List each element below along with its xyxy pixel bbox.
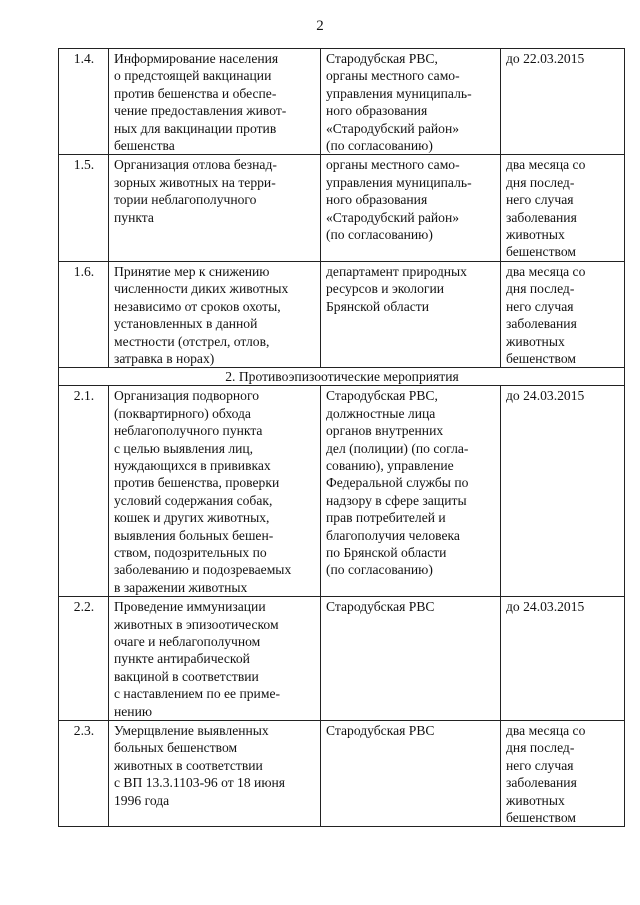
responsible-line: прав потребителей и [326, 510, 446, 526]
page-number: 2 [316, 18, 324, 34]
action-line: Принятие мер к снижению [114, 263, 270, 279]
section-header-row [59, 368, 625, 386]
deadline-cell [501, 155, 625, 261]
deadline-line: до 24.03.2015 [506, 388, 585, 404]
deadline-cell [501, 721, 625, 827]
responsible-line: (по согласованию) [326, 138, 433, 154]
deadline-line: него случая [506, 192, 574, 208]
responsible-line: должностные лица [326, 405, 436, 421]
responsible-line: органы местного само- [326, 157, 460, 173]
action-line: независимо от сроков охоты, [114, 298, 281, 314]
action-cell [109, 155, 321, 261]
responsible-line: ресурсов и экологии [326, 281, 445, 297]
responsible-line: Брянской области [326, 298, 429, 314]
item-number: 1.5. [59, 155, 109, 261]
table-row [59, 261, 625, 367]
action-line: установленных в данной [114, 316, 258, 332]
action-line: Информирование населения [114, 51, 279, 66]
responsible-cell [321, 386, 501, 597]
item-number: 2.1. [59, 386, 109, 597]
deadline-line: до 24.03.2015 [506, 599, 585, 615]
deadline-line: дня послед- [506, 740, 575, 756]
item-number: 1.4. [59, 49, 109, 155]
responsible-line: (по согласованию) [326, 562, 433, 578]
deadline-line: два месяца со [506, 723, 586, 739]
measures-table-body-part-1 [59, 49, 625, 368]
action-line: (поквартирного) обхода [114, 405, 251, 421]
deadline-line: заболевания [506, 775, 577, 791]
deadline-line: два месяца со [506, 263, 586, 279]
table-row [59, 155, 625, 261]
action-line: пункта [114, 209, 154, 225]
action-cell [109, 386, 321, 597]
action-line: Умерщвление выявленных [114, 723, 269, 739]
deadline-line: бешенством [506, 350, 576, 366]
action-line: бешенства [114, 138, 175, 154]
responsible-line: сованию), управление [326, 457, 454, 473]
deadline-line: дня послед- [506, 174, 575, 190]
action-line: о предстоящей вакцинации [114, 68, 272, 84]
responsible-line: по Брянской области [326, 544, 447, 560]
item-number: 1.6. [59, 261, 109, 367]
deadline-line: него случая [506, 298, 574, 314]
action-cell [109, 597, 321, 721]
action-line: пункте антирабической [114, 651, 250, 667]
deadline-cell [501, 597, 625, 721]
section-title: 2. Противоэпизоотические мероприятия [59, 368, 625, 386]
action-cell [109, 721, 321, 827]
responsible-cell [321, 49, 501, 155]
action-line: выявления больных бешен- [114, 527, 274, 543]
deadline-line: бешенством [506, 810, 576, 826]
deadline-line: дня послед- [506, 281, 575, 297]
deadline-line: заболевания [506, 316, 577, 332]
action-cell [109, 261, 321, 367]
action-line: Проведение иммунизации [114, 599, 266, 615]
action-line: тории неблагополучного [114, 192, 257, 208]
responsible-line: управления муниципаль- [326, 174, 472, 190]
responsible-line: Стародубская РВС, [326, 388, 438, 404]
action-line: с ВП 13.3.1103-96 от 18 июня [114, 775, 286, 791]
deadline-line: животных [506, 227, 565, 243]
action-line: зорных животных на терри- [114, 174, 276, 190]
responsible-line: Стародубская РВС, [326, 51, 438, 66]
deadline-line: него случая [506, 757, 574, 773]
action-line: численности диких животных [114, 281, 289, 297]
measures-table-body-part-2 [59, 386, 625, 827]
responsible-line: органы местного само- [326, 68, 460, 84]
action-line: заболеванию и подозреваемых [114, 562, 292, 578]
action-line: затравка в норах) [114, 350, 215, 366]
action-line: с целью выявления лиц, [114, 440, 254, 456]
responsible-line: Стародубская РВС [326, 723, 435, 739]
responsible-cell [321, 261, 501, 367]
measures-table [58, 48, 625, 827]
action-line: ством, подозрительных по [114, 544, 267, 560]
table-row [59, 49, 625, 155]
deadline-cell [501, 49, 625, 155]
deadline-line: животных [506, 792, 565, 808]
action-line: нуждающихся в прививках [114, 457, 271, 473]
deadline-line: бешенством [506, 244, 576, 260]
responsible-line: управления муниципаль- [326, 85, 472, 101]
deadline-line: животных [506, 333, 565, 349]
action-line: неблагополучного пункта [114, 423, 263, 439]
responsible-line: органов внутренних [326, 423, 444, 439]
table-row [59, 597, 625, 721]
item-number: 2.3. [59, 721, 109, 827]
action-line: 1996 года [114, 792, 170, 808]
section-header-group [59, 368, 625, 386]
table-row [59, 386, 625, 597]
item-number: 2.2. [59, 597, 109, 721]
responsible-line: «Стародубский район» [326, 120, 460, 136]
table-row [59, 721, 625, 827]
responsible-line: (по согласованию) [326, 227, 433, 243]
responsible-line: дел (полиции) (по согла- [326, 440, 469, 456]
responsible-line: ного образования [326, 192, 428, 208]
responsible-line: благополучия человека [326, 527, 460, 543]
action-line: больных бешенством [114, 740, 238, 756]
action-line: животных в соответствии [114, 757, 263, 773]
responsible-line: Стародубская РВС [326, 599, 435, 615]
action-line: против бешенства, проверки [114, 475, 280, 491]
responsible-line: Федеральной службы по [326, 475, 469, 491]
deadline-line: заболевания [506, 209, 577, 225]
action-line: местности (отстрел, отлов, [114, 333, 270, 349]
action-line: нению [114, 703, 153, 719]
deadline-line: два месяца со [506, 157, 586, 173]
responsible-cell [321, 597, 501, 721]
responsible-line: надзору в сфере защиты [326, 492, 467, 508]
action-line: животных в эпизоотическом [114, 616, 279, 632]
action-line: Организация подворного [114, 388, 259, 404]
responsible-cell [321, 155, 501, 261]
action-line: очаге и неблагополучном [114, 634, 261, 649]
action-line: чение предоставления живот- [114, 103, 287, 119]
deadline-cell [501, 386, 625, 597]
action-line: в заражении животных [114, 579, 248, 595]
action-line: с наставлением по ее приме- [114, 686, 280, 702]
action-line: вакциной в соответствии [114, 668, 259, 684]
responsible-cell [321, 721, 501, 827]
action-line: Организация отлова безнад- [114, 157, 277, 173]
deadline-line: до 22.03.2015 [506, 51, 585, 66]
action-line: кошек и других животных, [114, 510, 270, 526]
action-cell [109, 49, 321, 155]
responsible-line: ного образования [326, 103, 428, 119]
action-line: условий содержания собак, [114, 492, 273, 508]
deadline-cell [501, 261, 625, 367]
action-line: против бешенства и обеспе- [114, 85, 277, 101]
responsible-line: «Стародубский район» [326, 209, 460, 225]
responsible-line: департамент природных [326, 263, 467, 279]
action-line: ных для вакцинации против [114, 120, 277, 136]
